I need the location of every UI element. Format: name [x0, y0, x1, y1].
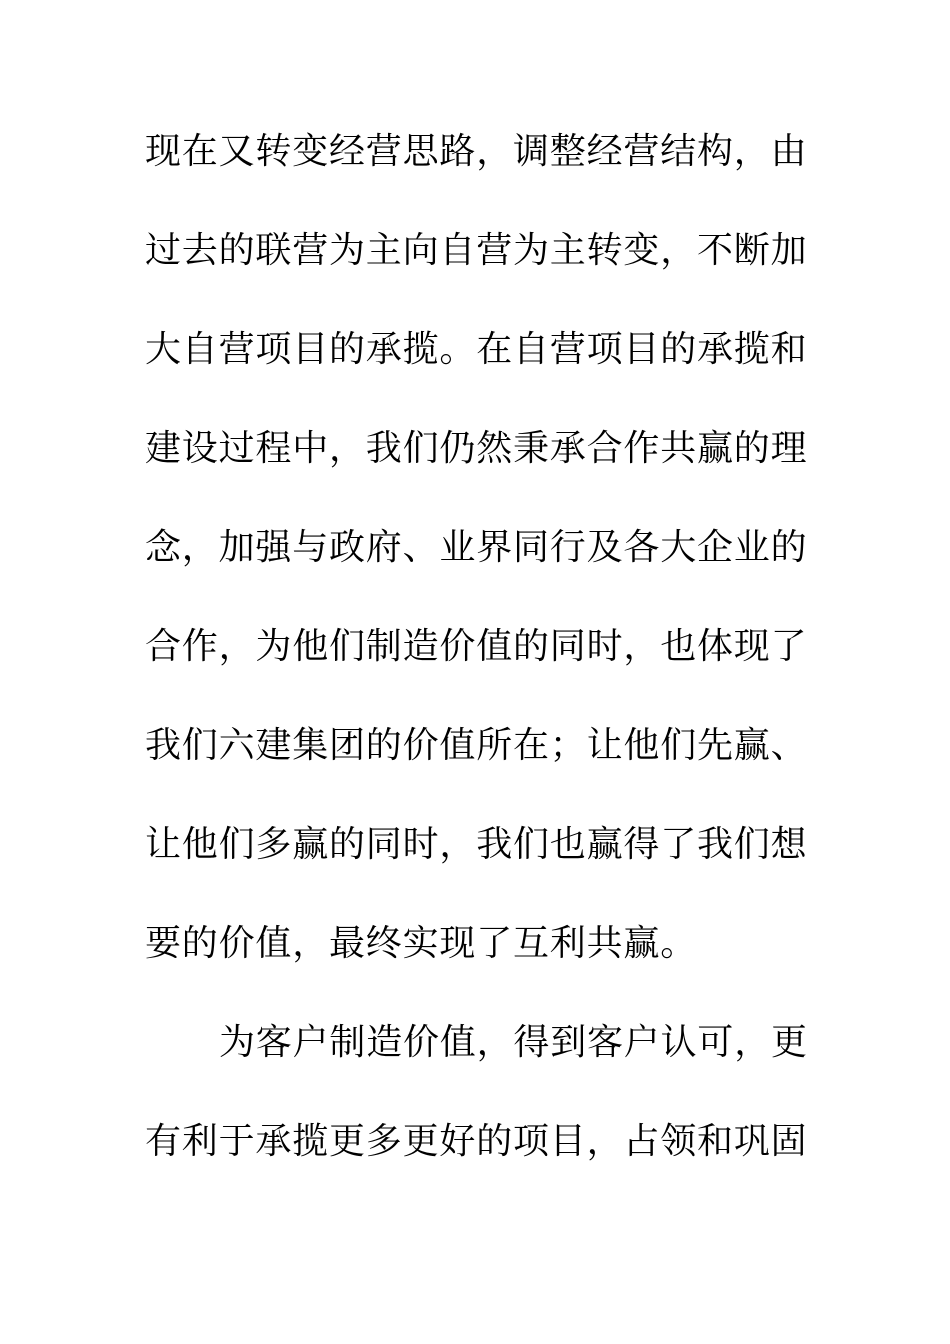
paragraph-start-line: 为客户制造价值，得到客户认可，更 — [219, 1022, 808, 1063]
body-text — [145, 122, 825, 1211]
text-line: 大自营项目的承揽。在自营项目的承揽和 — [145, 329, 808, 370]
text-line: 有利于承揽更多更好的项目，占领和巩固 — [145, 1121, 808, 1162]
text-line: 现在又转变经营思路，调整经营结构，由 — [145, 131, 808, 172]
text-line: 要的价值，最终实现了互利共赢。 — [145, 923, 698, 964]
text-line: 建设过程中，我们仍然秉承合作共赢的理 — [145, 428, 808, 469]
text-line: 我们六建集团的价值所在；让他们先赢、 — [145, 725, 808, 766]
text-line: 念，加强与政府、业界同行及各大企业的 — [145, 527, 808, 568]
text-line: 过去的联营为主向自营为主转变，不断加 — [145, 230, 808, 271]
text-line: 让他们多赢的同时，我们也赢得了我们想 — [145, 824, 808, 865]
text-line: 合作，为他们制造价值的同时，也体现了 — [145, 626, 808, 667]
